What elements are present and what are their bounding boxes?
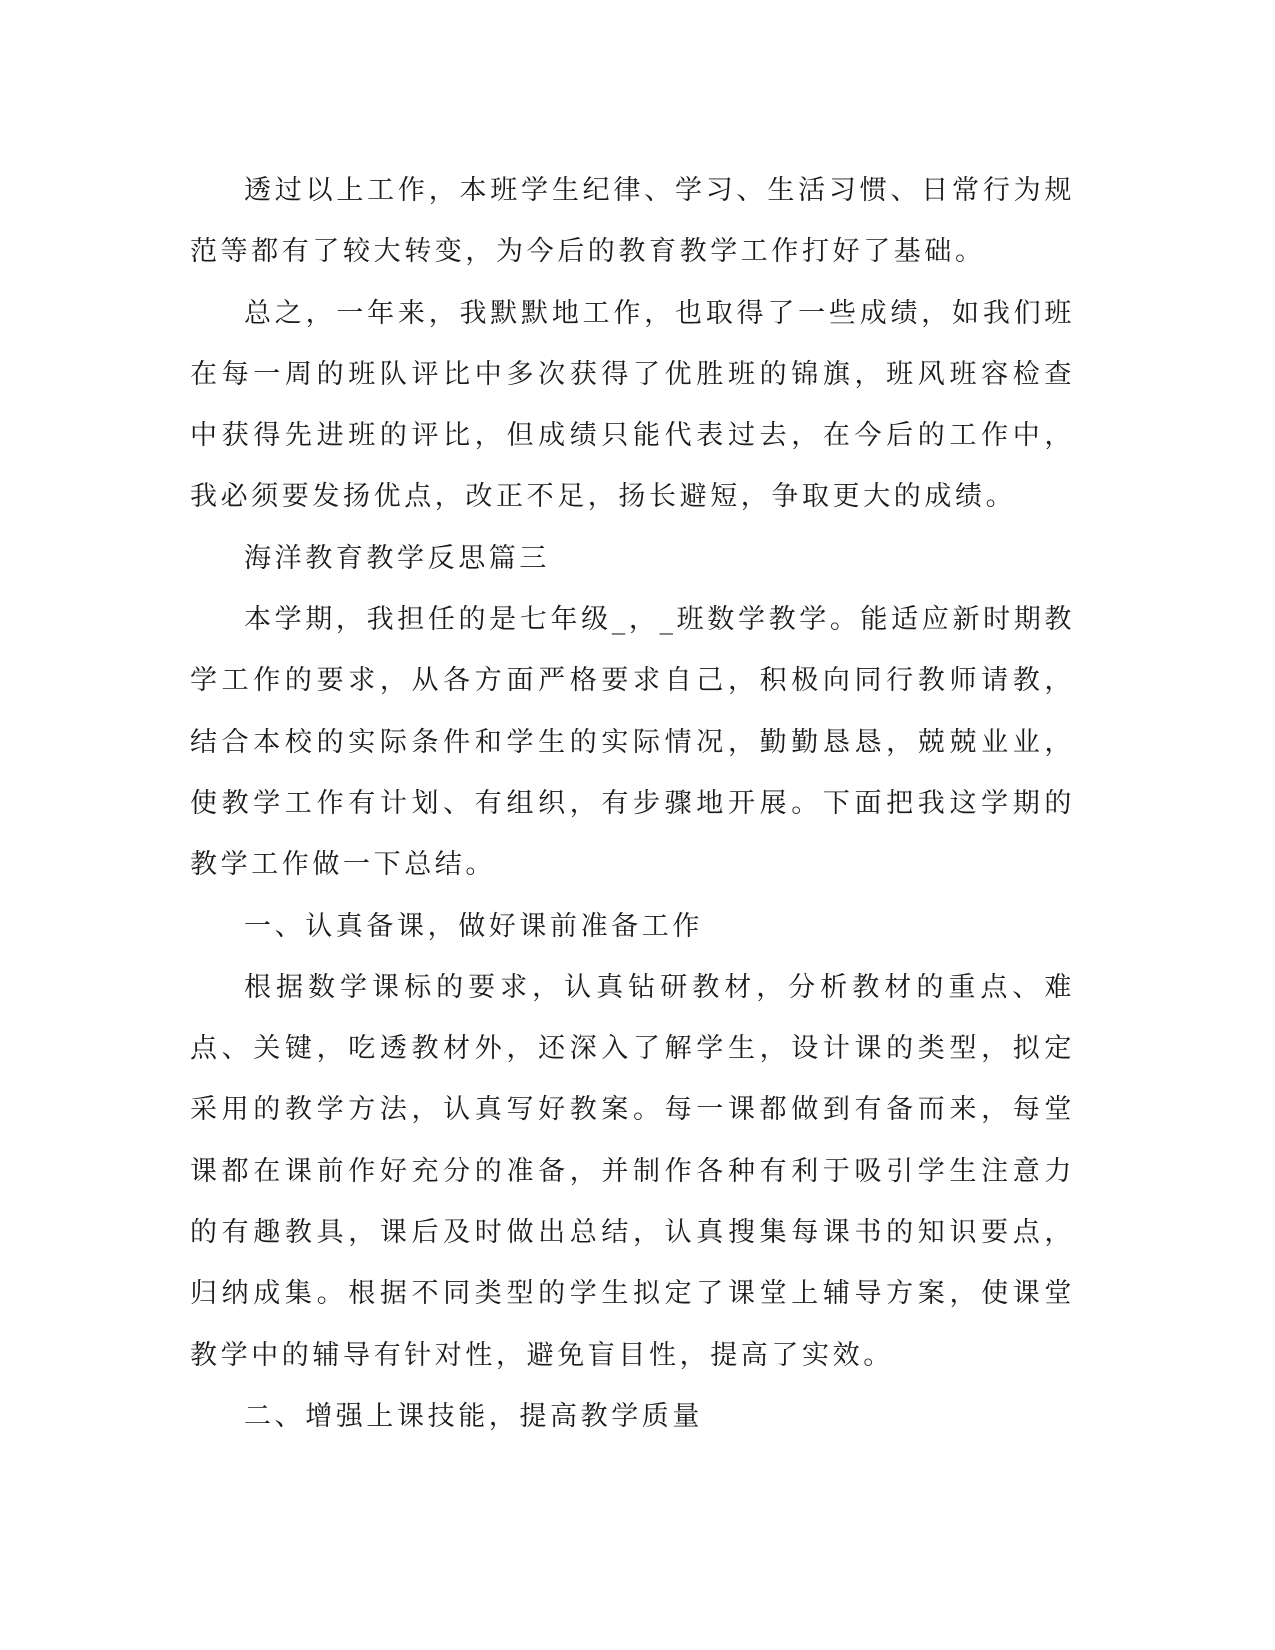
paragraph-summary: 总之，一年来，我默默地工作，也取得了一些成绩，如我们班在每一周的班队评比中多次获得了优胜班的锦旗，班风班容检查中获得先进班的评比，但成绩只能代表过去，在今后的工作中，我必须要发扬优点，改正不足，扬长避短，争取更大的成绩。: [190, 297, 1075, 513]
section-title-part-three: 海洋教育教学反思篇三: [244, 542, 550, 574]
document-body: [190, 160, 1075, 1447]
paragraph-lesson-preparation: 根据数学课标的要求，认真钻研教材，分析教材的重点、难点、关键，吃透教材外，还深入了解学生，设计课的类型，拟定采用的教学方法，认真写好教案。每一课都做到有备而来，每堂课都在课前作好充分的准备，并制作各种有利于吸引学生注意力的有趣教具，课后及时做出总结，认真搜集每课书的知识要点，归纳成集。根据不同类型的学生拟定了课堂上辅导方案，使课堂教学中的辅导有针对性，避免盲目性，提高了实效。: [190, 971, 1075, 1371]
heading-teaching-quality: 二、增强上课技能，提高教学质量: [244, 1400, 703, 1432]
paragraph-semester-intro: 本学期，我担任的是七年级_，_班数学教学。能适应新时期教学工作的要求，从各方面严格要求自己，积极向同行教师请教，结合本校的实际条件和学生的实际情况，勤勤恳恳，兢兢业业，使教学工作有计划、有组织，有步骤地开展。下面把我这学期的教学工作做一下总结。: [190, 604, 1075, 881]
paragraph-behavior-change: 透过以上工作，本班学生纪律、学习、生活习惯、日常行为规范等都有了较大转变，为今后的教育教学工作打好了基础。: [190, 175, 1075, 268]
heading-lesson-preparation: 一、认真备课，做好课前准备工作: [244, 910, 703, 942]
